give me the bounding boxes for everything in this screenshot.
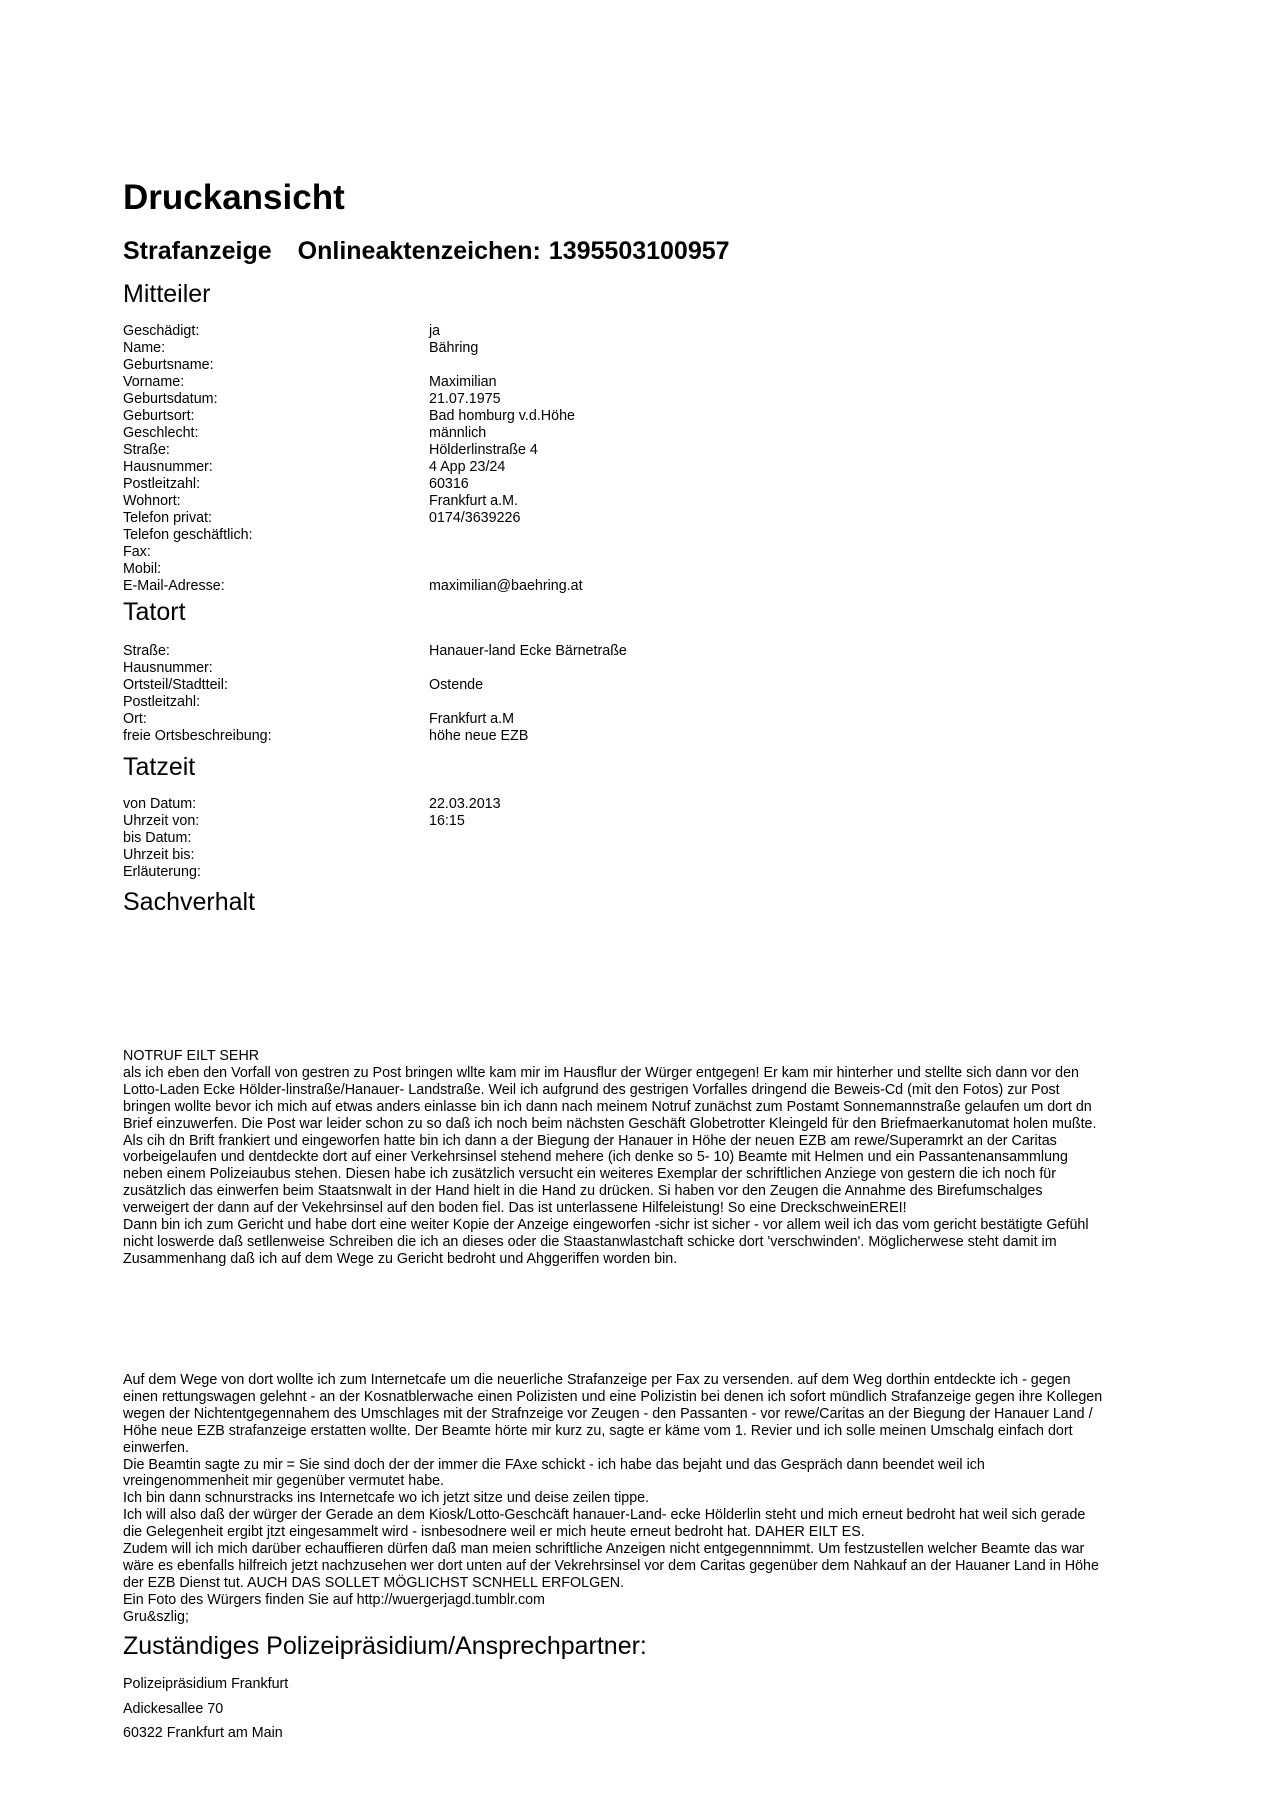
field-row [123,408,1023,425]
field-value: männlich [429,425,487,441]
field-label: freie Ortsbeschreibung: [123,728,272,744]
field-label: Wohnort: [123,493,181,509]
field-label: Hausnummer: [123,459,213,475]
field-label: Geschädigt: [123,323,200,339]
field-row [123,459,1023,476]
field-label: Postleitzahl: [123,476,201,492]
field-row [123,643,1023,660]
section-heading-tatzeit: Tatzeit [123,753,196,781]
field-row [123,561,1023,578]
section-heading-sachverhalt: Sachverhalt [123,888,256,916]
police-city: 60322 Frankfurt am Main [123,1725,283,1741]
field-label: Postleitzahl: [123,694,201,710]
field-row [123,340,1023,357]
mitteiler-fields [123,323,1023,595]
section-heading-tatort: Tatort [123,598,186,626]
field-label: Geburtsort: [123,408,195,424]
field-row [123,425,1023,442]
field-value: Hölderlinstraße 4 [429,442,538,458]
field-value: 4 App 23/24 [429,459,506,475]
report-type: Strafanzeige [123,237,272,265]
field-value: 22.03.2013 [429,796,501,812]
field-row [123,578,1023,595]
field-label: Uhrzeit bis: [123,847,195,863]
police-street: Adickesallee 70 [123,1700,224,1717]
field-value: 0174/3639226 [429,510,521,526]
field-label: Straße: [123,442,170,458]
field-label: Ortsteil/Stadtteil: [123,677,228,693]
field-label: Vorname: [123,374,185,390]
case-number-label: Onlineaktenzeichen: [297,237,541,265]
field-label: von Datum: [123,796,197,812]
field-row [123,694,1023,711]
field-row [123,813,1023,830]
field-label: Telefon geschäftlich: [123,527,253,543]
field-row [123,357,1023,374]
field-label: Ort: [123,711,147,727]
page-title: Druckansicht [123,178,345,217]
field-row [123,660,1023,677]
case-number: 1395503100957 [548,237,730,265]
field-row [123,510,1023,527]
field-row [123,374,1023,391]
field-label: bis Datum: [123,830,192,846]
field-row [123,544,1023,561]
field-row [123,493,1023,510]
field-label: Uhrzeit von: [123,813,200,829]
field-row [123,527,1023,544]
field-label: Straße: [123,643,170,659]
field-row [123,830,1023,847]
police-address [123,1672,288,1746]
field-row [123,847,1023,864]
field-row [123,323,1023,340]
field-value: Maximilian [429,374,497,390]
field-value: Ostende [429,677,484,693]
field-value: Frankfurt a.M [429,711,515,727]
tatzeit-fields [123,796,1023,881]
field-label: Geschlecht: [123,425,199,441]
field-label: Fax: [123,544,151,560]
field-value: höhe neue EZB [429,728,529,744]
field-value: 16:15 [429,813,465,829]
field-row [123,677,1023,694]
field-value: ja [429,323,441,339]
field-row [123,796,1023,813]
tatort-fields [123,643,1023,745]
field-value: Bad homburg v.d.Höhe [429,408,575,424]
police-name: Polizeipräsidium Frankfurt [123,1676,289,1692]
field-value: Hanauer-land Ecke Bärnetraße [429,643,627,659]
field-row [123,442,1023,459]
field-row [123,476,1023,493]
field-row [123,711,1023,728]
section-heading-mitteiler: Mitteiler [123,280,211,308]
field-label: Hausnummer: [123,660,213,676]
field-label: Geburtsdatum: [123,391,218,407]
email-value: maximilian@baehring.at [429,578,583,594]
field-value: Bähring [429,340,479,356]
field-label: Erläuterung: [123,864,201,880]
field-label: E-Mail-Adresse: [123,578,225,594]
field-row [123,864,1023,881]
sachverhalt-paragraph-1: NOTRUF EILT SEHR als ich eben den Vorfall von gestren zu Post bringen wllte kam mir im Hausflur der Würger entgegen! Er kam mir hinterher und stellte sich dann vor den Lotto-Laden Ecke Hölder-linstraße/Hanauer- Landstraße. Weil ich aufgrund des gestrigen Vorfalles dringend die Beweis-Cd (mit den Fotos) zur Post bringen wollte bevor ich mich auf etwas anders einlasse bin ich dann nach meinem Notruf zunächst zum Postamt Sonnemannstraße gelaufen um dort dn Brief einzuwerfen. Die Post war leider schon zu so daß ich noch beim nächsten Geschäft Globetrotter Kleingeld für den Briefmaerkanutomat holen mußte. Als cih dn Brift frankiert und eingeworfen hatte bin ich dann a der Biegung der Hanauer in Höhe der neuen EZB am rewe/Superamrkt an der Caritas vorbeigelaufen und dentdeckte dort auf einer Verkehrsinsel stehend mehere (ich denke so 5- 10) Beamte mit Helmen und ein Passantenansammlung neben einem Polizeiaubus stehen. Diesen habe ich zusätzlich versucht ein weiteres Exemplar der schriftlichen Anziege von gestern die ich noch für zusätzlich das einwerfen beim Staatsnwalt in der Hand hielt in die Hand zu drücken. Si haben vor den Zeugen die Annahme des Birefumschalges verweigert der dann auf der Vekehrsinsel auf den boden fiel. Das ist unterlassene Hilfeleistung! So eine DreckschweinEREI! Dann bin ich zum Gericht und habe dort eine weiter Kopie der Anzeige eingeworfen -sichr ist sicher - vor allem weil ich das vom gericht bestätigte Gefühl nicht loswerde daß setllenweise Schreiben die ich an dieses oder die Staastanwlastchaft schicke dort 'verschwinden'. Möglicherwese steht damit im Zusammenhang daß ich auf dem Wege zu Gericht bedroht und Ahggeriffen worden bin. [123,1048,1097,1267]
field-label: Geburtsname: [123,357,214,373]
field-label: Name: [123,340,166,356]
report-header [123,237,730,266]
field-label: Mobil: [123,561,162,577]
sachverhalt-paragraph-2: Auf dem Wege von dort wollte ich zum Internetcafe um die neuerliche Strafanzeige per Fax zu versenden. auf dem Weg dorthin entdeckte ich - gegen einen rettungswagen gelehnt - an der Kosnatblerwache einen Polizisten und eine Polizistin bei denen ich sofort mündlich Strafanzeige gegen ihre Kollegen wegen der Nichtentgegennahem des Umschlages mit der Strafnzeige vor Zeugen - den Passanten - vor rewe/Caritas an der Biegung der Hanauer Land / Höhe neue EZB strafanzeige erstatten wollte. Der Beamte hörte mir kurz zu, sagte er käme vom 1. Revier und ich solle meinen Umschalg einfach dort einwerfen. Die Beamtin sagte zu mir = Sie sind doch der der immer die FAxe schickt - ich habe das bejaht und das Gespräch dann beendet weil ich vreingenommenheit mir gegenüber vermutet habe. Ich bin dann schnurstracks ins Internetcafe wo ich jetzt sitze und deise zeilen tippe. Ich will also daß der würger der Gerade an dem Kiosk/Lotto-Geschcäft hanauer-Land- ecke Hölderlin steht und mich erneut bedroht hat weil sich gerade die Gelegenheit ergibt jtzt eingesammelt wird - isnbesodnere weil er mich heute erneut bedroht hat. DAHER EILT ES. Zudem will ich mich darüber echauffieren dürfen daß man meien schriftliche Anzeigen nicht entgegennnimmt. Um festzustellen welcher Beamte das war wäre es ebenfalls hilfreich jetzt nachzusehen wer dort unten auf der Vekrehrsinsel vor dem Caritas gegenüber dem Nahkauf an der Hauaner Land in Höhe der EZB Dienst tut. AUCH DAS SOLLET MÖGLICHST SCNHELL ERFOLGEN. Ein Foto des Würgers finden Sie auf http://wuergerjagd.tumblr.com Gru&szlig; [123,1372,1103,1625]
section-heading-polizei: Zuständiges Polizeipräsidium/Ansprechpartner: [123,1632,647,1660]
field-value: 60316 [429,476,469,492]
field-value: Frankfurt a.M. [429,493,518,509]
field-label: Telefon privat: [123,510,213,526]
field-value: 21.07.1975 [429,391,501,407]
field-row [123,391,1023,408]
field-row [123,728,1023,745]
